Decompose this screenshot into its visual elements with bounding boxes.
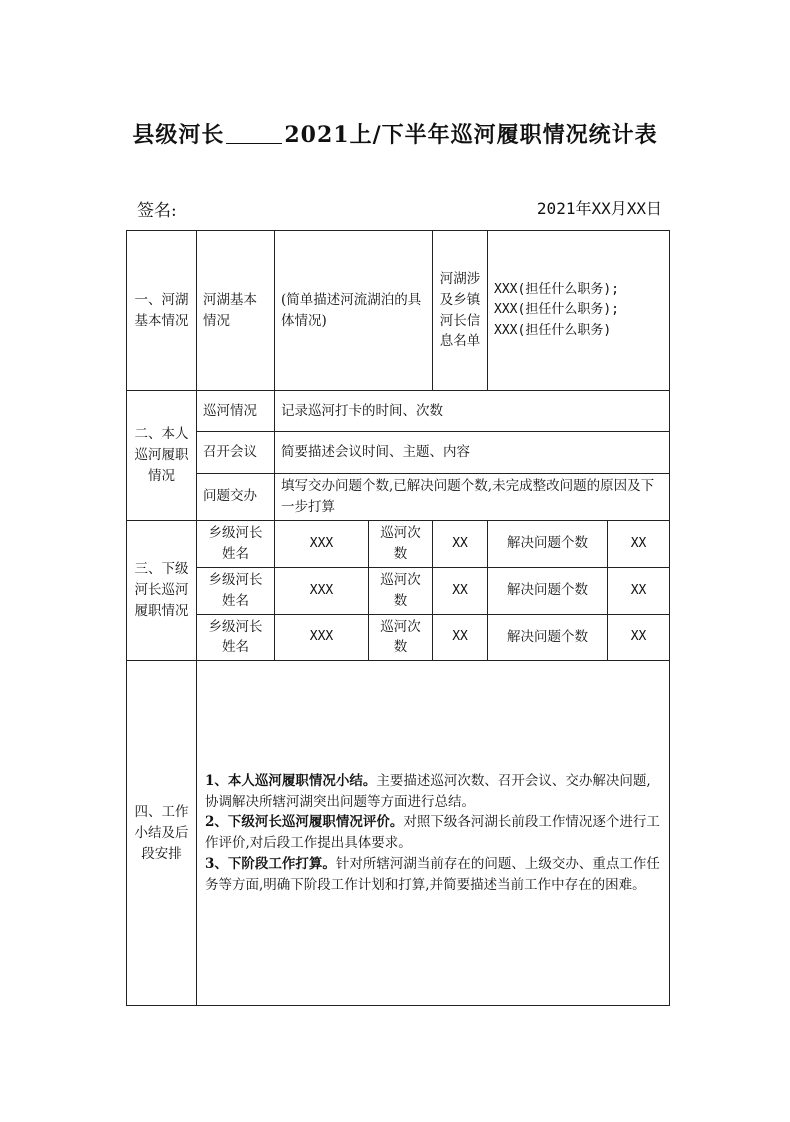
patrol-count: XX: [433, 614, 488, 661]
assigned-value: 填写交办问题个数,已解决问题个数,未完成整改问题的原因及下一步打算: [275, 474, 670, 521]
town-chief-label: 乡级河长姓名: [197, 567, 275, 614]
solved-label: 解决问题个数: [488, 614, 608, 661]
summary-item: [205, 854, 661, 896]
patrol-count: XX: [433, 567, 488, 614]
summary-item-heading: 2、下级河长巡河履职情况评价。: [205, 814, 404, 831]
summary-item-heading: 3、下阶段工作打算。: [205, 856, 336, 873]
section-four-label: 四、工作小结及后段安排: [127, 661, 197, 1006]
patrol-count: XX: [433, 520, 488, 567]
section-two-label: 二、本人巡河履职情况: [127, 391, 197, 521]
section-one-label: 一、河湖基本情况: [127, 231, 197, 391]
table-row: [127, 614, 670, 661]
section-three-label: 三、下级河长巡河履职情况: [127, 520, 197, 661]
chief-line: XXX(担任什么职务);: [494, 282, 619, 298]
chief-list-value: [488, 231, 670, 391]
summary-item-text: 对照下级各河湖长前段工作情况逐个进行工作评价,对后段工作提出具体要求。: [205, 814, 660, 852]
meeting-label: 召开会议: [197, 432, 275, 474]
patrol-count-label: 巡河次数: [369, 567, 433, 614]
solved-label: 解决问题个数: [488, 520, 608, 567]
basic-info-value: (简单描述河流湖泊的具体情况): [275, 231, 433, 391]
meeting-value: 简要描述会议时间、主题、内容: [275, 432, 670, 474]
patrol-count-label: 巡河次数: [369, 520, 433, 567]
town-chief-name: XXX: [275, 567, 369, 614]
section-two-row: [127, 432, 670, 474]
patrol-count-label: 巡河次数: [369, 614, 433, 661]
table-row: [127, 520, 670, 567]
summary-item: [205, 771, 661, 813]
chief-list-label: 河湖涉及乡镇河长信息名单: [433, 231, 488, 391]
stats-table: [126, 230, 670, 1006]
town-chief-label: 乡级河长姓名: [197, 614, 275, 661]
summary-item-text: 主要描述巡河次数、召开会议、交办解决问题,协调解决所辖河湖突出问题等方面进行总结。: [205, 772, 651, 810]
chief-line: XXX(担任什么职务): [494, 322, 612, 338]
solved-count: XX: [608, 567, 670, 614]
sign-label: 签名:: [137, 201, 177, 221]
town-chief-name: XXX: [275, 614, 369, 661]
basic-info-label: 河湖基本情况: [197, 231, 275, 391]
title-prefix: 县级河长: [132, 122, 225, 148]
section-one-row: [127, 231, 670, 391]
date-label: 2021年XX月XX日: [536, 199, 662, 218]
summary-item: [205, 812, 661, 854]
chief-line: XXX(担任什么职务);: [494, 302, 619, 318]
summary-cell: [197, 661, 670, 1006]
solved-label: 解决问题个数: [488, 567, 608, 614]
summary-item-heading: 1、本人巡河履职情况小结。: [205, 772, 377, 789]
town-chief-label: 乡级河长姓名: [197, 520, 275, 567]
title-suffix: 2021上/下半年巡河履职情况统计表: [284, 122, 658, 148]
section-two-row: [127, 474, 670, 521]
title-blank-line: [226, 123, 282, 144]
section-four-row: [127, 661, 670, 1006]
solved-count: XX: [608, 520, 670, 567]
table-row: [127, 567, 670, 614]
assigned-label: 问题交办: [197, 474, 275, 521]
section-two-row: [127, 391, 670, 432]
patrol-value: 记录巡河打卡的时间、次数: [275, 391, 670, 432]
page-title: [0, 118, 790, 149]
summary-item-text: 针对所辖河湖当前存在的问题、上级交办、重点工作任务等方面,明确下阶段工作计划和打算,并简要描述当前工作中存在的困难。: [205, 856, 660, 894]
solved-count: XX: [608, 614, 670, 661]
patrol-label: 巡河情况: [197, 391, 275, 432]
town-chief-name: XXX: [275, 520, 369, 567]
